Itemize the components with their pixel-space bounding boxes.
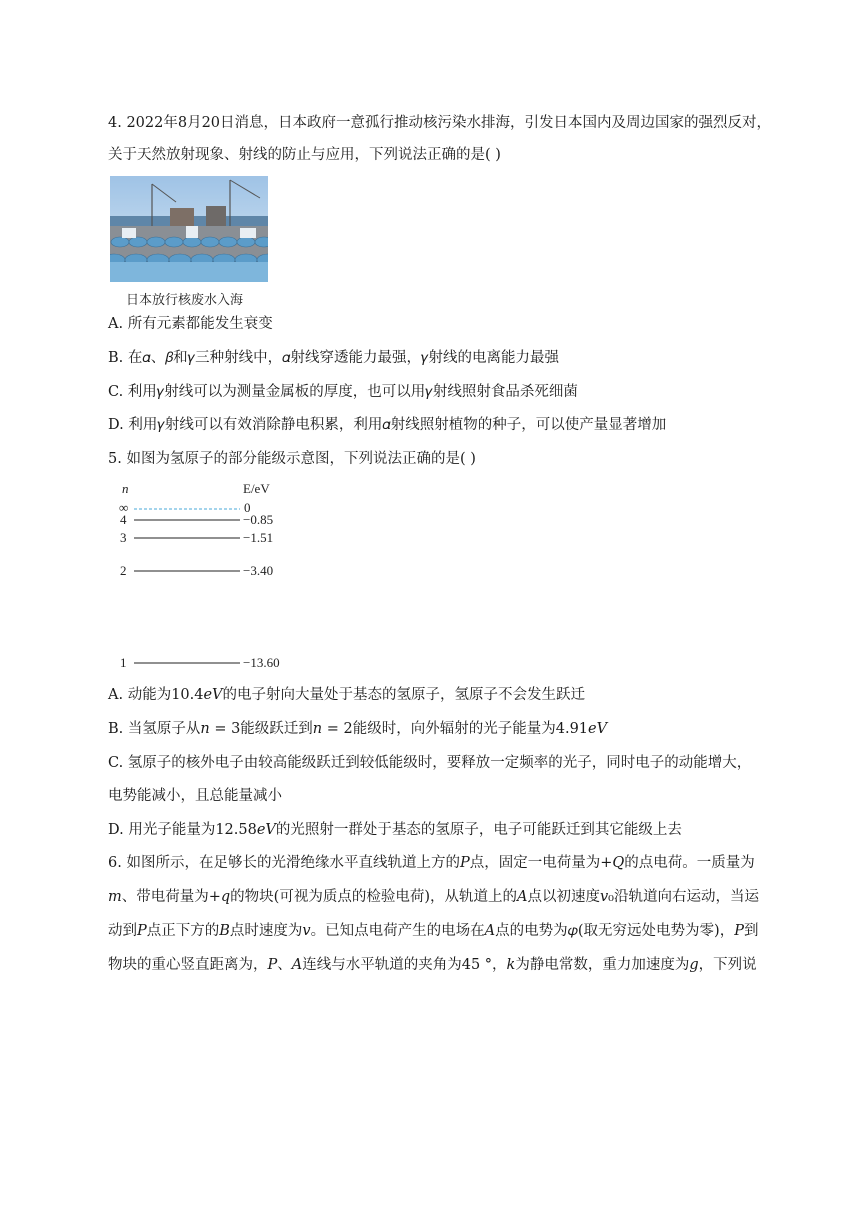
q4-option-c: C. 利用𝛾射线可以为测量金属板的厚度，也可以用𝛾射线照射食品杀死细菌	[108, 384, 578, 400]
level-label-2: 2	[120, 563, 127, 578]
q4-option-a: A. 所有元素都能发生衰变	[108, 316, 273, 332]
photo-caption: 日本放行核废水入海	[126, 293, 244, 308]
q5-stem: 5. 如图为氢原子的部分能级示意图，下列说法正确的是( )	[108, 451, 476, 467]
q6-stem-line-3: 动到𝑃点正下方的𝐵点时速度为𝑣。已知点电荷产生的电场在𝐴点的电势为𝜑(取无穷远处电势为零)，𝑃到	[108, 923, 759, 939]
q6-stem-line-1: 6. 如图所示，在足够长的光滑绝缘水平直线轨道上方的𝑃点，固定一电荷量为+𝑄的点电荷。一质量为	[108, 855, 755, 871]
nuclear-wastewater-photo	[110, 176, 268, 282]
q4-option-b: B. 在𝛼、𝛽和𝛾三种射线中，𝛼射线穿透能力最强，𝛾射线的电离能力最强	[108, 350, 560, 366]
energy-level-diagram	[112, 478, 312, 678]
level-energy-3: −1.51	[243, 530, 274, 545]
level-energy-2: −3.40	[243, 563, 274, 578]
energy-axis-label: E/eV	[243, 481, 270, 496]
q6-stem-line-4: 物块的重心竖直距离为，𝑃、𝐴连线与水平轨道的夹角为45 °，𝑘为静电常数，重力加速度为𝑔，下列说	[108, 957, 757, 973]
q5-option-a: A. 动能为10.4𝑒𝑉的电子射向大量处于基态的氢原子，氢原子不会发生跃迁	[108, 687, 586, 703]
q5-option-d: D. 用光子能量为12.58𝑒𝑉的光照射一群处于基态的氢原子，电子可能跃迁到其它能级上去	[108, 822, 682, 838]
level-energy-4: −0.85	[243, 512, 274, 527]
level-label-1: 1	[120, 655, 127, 670]
q4-stem-line-2: 关于天然放射现象、射线的防止与应用，下列说法正确的是( )	[108, 147, 501, 163]
level-label-infinity: ∞	[119, 500, 129, 515]
q5-option-c-line-1: C. 氢原子的核外电子由较高能级跃迁到较低能级时，要释放一定频率的光子，同时电子的动能增大，	[108, 755, 752, 771]
q6-stem-line-2: 𝑚、带电荷量为+𝑞的物块(可视为质点的检验电荷)，从轨道上的𝐴点以初速度𝑣₀沿轨道向右运动，当运	[108, 889, 759, 905]
level-energy-infinity: 0	[244, 500, 251, 515]
q5-option-b: B. 当氢原子从𝑛 = 3能级跃迁到𝑛 = 2能级时，向外辐射的光子能量为4.91𝑒𝑉	[108, 721, 608, 737]
n-axis-label: n	[122, 481, 129, 496]
level-label-3: 3	[120, 530, 127, 545]
q4-option-d: D. 利用𝛾射线可以有效消除静电积累，利用𝛼射线照射植物的种子，可以使产量显著增加	[108, 417, 667, 433]
q5-option-c-line-2: 电势能减小，且总能量减小	[108, 788, 282, 804]
q4-stem-line-1: 4. 2022年8月20日消息，日本政府一意孤行推动核污染水排海，引发日本国内及周边国家的强烈反对，	[108, 115, 772, 131]
level-label-4: 4	[120, 512, 127, 527]
level-energy-1: −13.60	[243, 655, 280, 670]
